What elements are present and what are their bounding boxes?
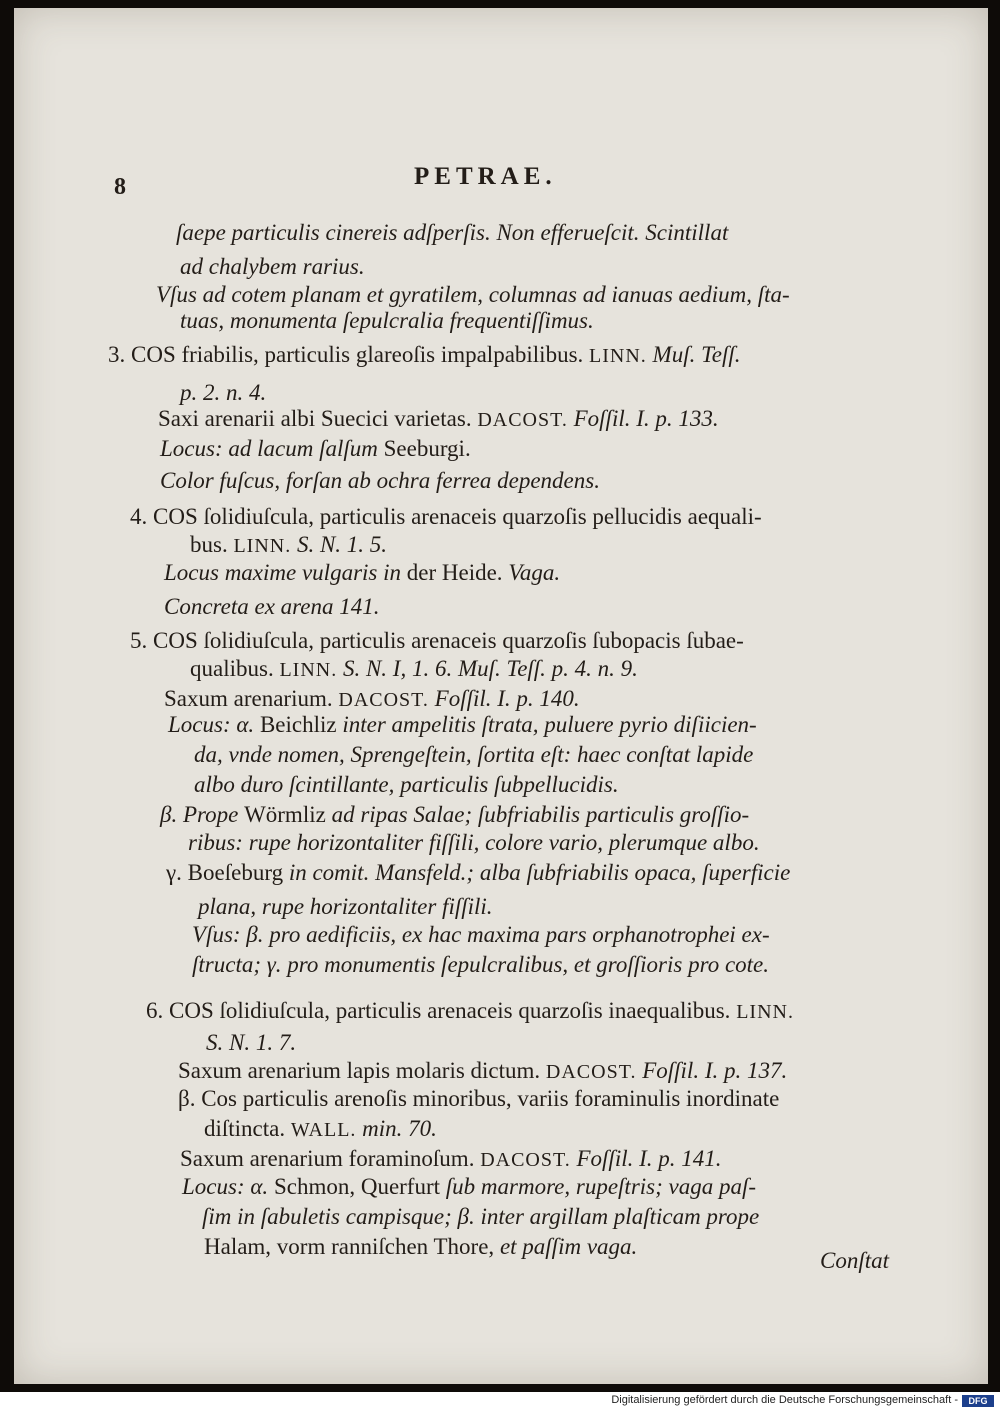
text-segment: DACOST. <box>477 409 568 431</box>
text-line <box>202 1204 759 1230</box>
text-segment: ſub marmore, rupeſtris; vaga paſ- <box>440 1174 757 1199</box>
text-segment: DACOST. <box>545 1061 637 1083</box>
text-segment: LINN. <box>279 659 338 681</box>
text-line <box>206 1030 296 1056</box>
text-segment: γ. <box>166 860 188 885</box>
text-segment: 4. <box>130 504 153 529</box>
text-line <box>156 282 790 308</box>
text-segment: Seeburgi. <box>383 436 471 461</box>
text-line <box>164 560 560 586</box>
text-segment: bus. <box>190 532 234 557</box>
text-segment: et paſſim vaga. <box>494 1234 638 1259</box>
text-segment: β. Cos particulis arenoſis minoribus, variis foraminulis inordinate <box>178 1086 780 1111</box>
text-segment: ribus: rupe horizontaliter fiſſili, colore vario, plerumque albo. <box>188 830 760 855</box>
text-segment: ſim in ſabuletis campisque; β. inter argillam plaſticam prope <box>202 1204 760 1229</box>
dfg-logo: DFG <box>962 1395 994 1407</box>
text-line <box>130 504 762 530</box>
book-page <box>14 8 988 1384</box>
text-line <box>180 1146 722 1173</box>
text-line <box>176 220 728 246</box>
text-segment: Wörmliz <box>244 802 326 827</box>
text-line <box>146 998 794 1025</box>
text-segment: p. 2. n. 4. <box>180 380 267 405</box>
text-segment: Color fuſcus, forſan ab ochra ferrea dependens. <box>160 468 600 493</box>
text-segment: Beichliz <box>259 712 337 737</box>
text-line <box>178 1058 787 1085</box>
text-segment: COS ſolidiuſcula, particulis arenaceis quarzoſis inaequalibus. <box>169 998 737 1023</box>
text-segment: inter ampelitis ſtrata, puluere pyrio diſiicien- <box>336 712 757 737</box>
text-segment: S. N. 1. 5. <box>291 532 388 557</box>
text-segment: COS ſolidiuſcula, particulis arenaceis quarzoſis ſubopacis ſubae- <box>153 628 744 653</box>
text-line <box>164 686 580 713</box>
text-line <box>160 468 600 494</box>
text-line <box>204 1116 437 1143</box>
text-segment: Vſus: β. pro aedificiis, ex hac maxima pars orphanotrophei ex- <box>192 922 770 947</box>
text-segment: Saxum arenarium lapis molaris dictum. <box>178 1058 546 1083</box>
text-segment: Schmon, Querfurt <box>273 1174 441 1199</box>
text-line <box>180 254 365 280</box>
text-line <box>158 406 719 433</box>
text-segment: ad ripas Salae; ſubfriabilis particulis groſſio- <box>325 802 750 827</box>
text-segment: COS friabilis, particulis glareoſis impalpabilibus. <box>131 342 590 367</box>
text-line <box>180 380 266 406</box>
text-segment: min. 70. <box>356 1116 437 1141</box>
text-segment: 5. <box>130 628 153 653</box>
text-segment: Foſſil. I. p. 140. <box>428 686 580 711</box>
text-segment: Muſ. Teſſ. <box>646 342 741 367</box>
text-segment: ſaepe particulis cinereis adſperſis. Non efferueſcit. Scintillat <box>176 220 729 245</box>
text-segment: LINN. <box>589 345 647 367</box>
text-segment: LINN. <box>233 535 292 557</box>
text-segment: S. N. I, 1. 6. Muſ. Teſſ. p. 4. n. 9. <box>337 656 638 681</box>
text-segment: Locus: α. <box>168 712 260 737</box>
text-segment: DACOST. <box>338 689 429 711</box>
text-segment: DACOST. <box>480 1149 571 1171</box>
text-segment: qualibus. <box>190 656 280 681</box>
text-line <box>130 628 744 654</box>
text-segment: da, vnde nomen, Sprengeſtein, ſortita eſt: haec conſtat lapide <box>194 742 754 767</box>
text-line <box>160 802 749 828</box>
text-line <box>108 342 741 369</box>
text-line <box>194 742 753 768</box>
text-segment: Saxum arenarium foraminoſum. <box>180 1146 481 1171</box>
text-segment: ſtructa; γ. pro monumentis ſepulcralibus, et groſſioris pro cote. <box>192 952 769 977</box>
text-line <box>168 712 757 738</box>
page-number: 8 <box>114 174 126 200</box>
text-line <box>164 594 379 620</box>
text-segment: Vaga. <box>502 560 561 585</box>
text-line <box>182 1174 756 1200</box>
running-header: PETRAE. <box>414 163 557 190</box>
text-segment: Locus: ad lacum ſalſum <box>160 436 384 461</box>
text-segment: Halam, vorm ranniſchen Thore, <box>204 1234 495 1259</box>
text-line <box>160 436 471 462</box>
catchword: Conſtat <box>820 1248 890 1273</box>
footer-credit: Digitalisierung gefördert durch die Deutsche Forschungsgemeinschaft - <box>611 1394 958 1406</box>
text-segment: Locus: α. <box>182 1174 274 1199</box>
text-segment: der Heide. <box>406 560 503 585</box>
text-segment: β. Prope <box>160 802 245 827</box>
text-segment: albo duro ſcintillante, particulis ſubpellucidis. <box>194 772 619 797</box>
text-line <box>198 894 493 920</box>
text-line <box>166 860 790 886</box>
text-segment: Boeſeburg <box>187 860 284 885</box>
text-segment: Vſus ad cotem planam et gyratilem, columnas ad ianuas aedium, ſta- <box>156 282 790 307</box>
text-segment: ad chalybem rarius. <box>180 254 365 279</box>
text-line <box>194 772 619 798</box>
text-segment: in comit. Mansfeld.; alba ſubfriabilis opaca, ſuperficie <box>283 860 791 885</box>
text-segment: Foſſil. I. p. 137. <box>636 1058 788 1083</box>
text-segment: LINN. <box>736 1001 794 1023</box>
text-segment: 3. <box>108 342 131 367</box>
text-segment: COS ſolidiuſcula, particulis arenaceis quarzoſis pellucidis aequali- <box>153 504 762 529</box>
text-segment: Locus maxime vulgaris in <box>164 560 407 585</box>
text-segment: tuas, monumenta ſepulcralia frequentiſſimus. <box>180 308 594 333</box>
text-line <box>192 952 769 978</box>
text-line <box>188 830 760 856</box>
text-segment: plana, rupe horizontaliter fiſſili. <box>198 894 493 919</box>
text-segment: diſtincta. <box>204 1116 291 1141</box>
text-line <box>204 1234 637 1260</box>
text-segment: WALL. <box>290 1119 357 1141</box>
text-segment: S. N. 1. 7. <box>206 1030 297 1055</box>
text-line <box>190 532 387 559</box>
text-line <box>192 922 770 948</box>
text-line <box>190 656 638 683</box>
digitization-footer <box>0 1392 1000 1410</box>
text-segment: Saxum arenarium. <box>164 686 339 711</box>
text-segment: Concreta ex arena 141. <box>164 594 380 619</box>
text-segment: 6. <box>146 998 169 1023</box>
text-segment: Foſſil. I. p. 141. <box>570 1146 722 1171</box>
text-line <box>180 308 594 334</box>
text-segment: Foſſil. I. p. 133. <box>567 406 719 431</box>
text-line <box>178 1086 779 1112</box>
text-segment: Saxi arenarii albi Suecici varietas. <box>158 406 478 431</box>
